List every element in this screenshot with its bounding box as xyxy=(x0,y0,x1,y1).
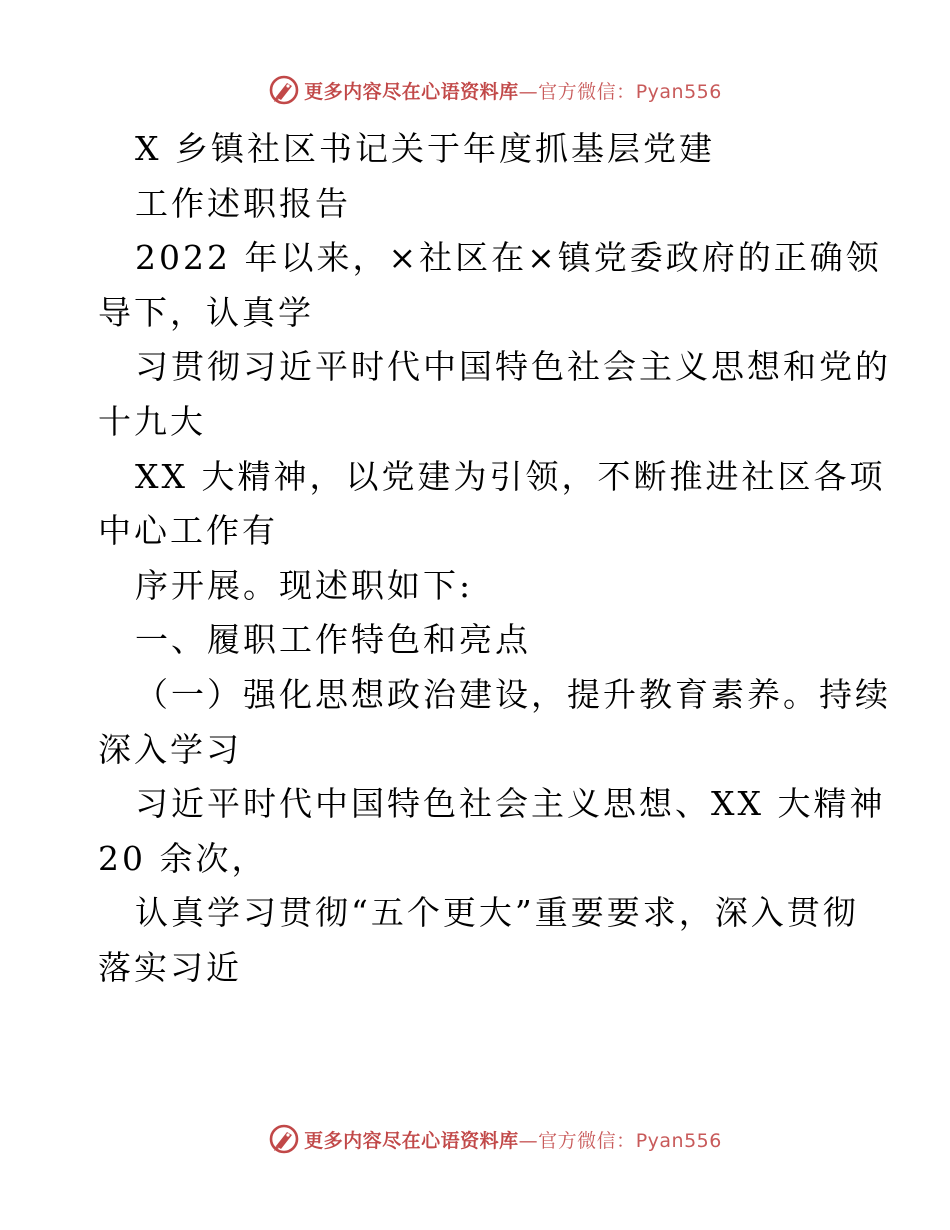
watermark-group xyxy=(268,74,722,106)
paragraph-line: 习近平时代中国特色社会主义思想、XX 大精神 xyxy=(135,784,886,824)
paragraph-line: X 乡镇社区书记关于年度抓基层党建 xyxy=(135,129,715,168)
watermark-id: Pyan556 xyxy=(635,1129,722,1152)
watermark-group xyxy=(268,1123,722,1155)
watermark-text xyxy=(304,77,722,104)
watermark-text xyxy=(304,1126,722,1153)
paragraph-line: 2022 年以来，×社区在×镇党委政府的正确领 xyxy=(135,238,882,278)
document-body xyxy=(98,122,891,996)
footer-watermark xyxy=(0,1122,950,1156)
paragraph-line: 深入学习 xyxy=(98,729,242,769)
watermark-main: 更多内容尽在心语资料库 xyxy=(304,1129,519,1152)
header-watermark xyxy=(0,73,950,107)
paragraph-line: 导下，认真学 xyxy=(98,292,314,332)
paragraph-line: （一）强化思想政治建设，提升教育素养。持续 xyxy=(135,674,891,714)
watermark-suffix: 官方微信： xyxy=(538,1129,636,1152)
paragraph-line: 落实习近 xyxy=(98,947,242,987)
paragraph-line: 20 余次， xyxy=(98,838,268,878)
paragraph-line: 工作述职报告 xyxy=(135,183,351,223)
paragraph-line: XX 大精神，以党建为引领，不断推进社区各项 xyxy=(135,456,886,496)
paragraph-line: 中心工作有 xyxy=(98,511,278,551)
watermark-suffix: 官方微信： xyxy=(538,80,636,103)
watermark-dash: — xyxy=(518,80,539,103)
watermark-id: Pyan556 xyxy=(635,80,722,103)
paragraph-line: 十九大 xyxy=(98,401,206,441)
watermark-main: 更多内容尽在心语资料库 xyxy=(304,80,519,103)
paragraph-line: 习贯彻习近平时代中国特色社会主义思想和党的 xyxy=(135,347,891,387)
paragraph-line: 一、履职工作特色和亮点 xyxy=(135,620,531,660)
pen-nib-logo-icon xyxy=(268,1123,300,1155)
pen-nib-logo-icon xyxy=(268,74,300,106)
paragraph-line: 认真学习贯彻“五个更大”重要要求，深入贯彻 xyxy=(135,893,859,933)
watermark-dash: — xyxy=(518,1129,539,1152)
paragraph-line: 序开展。现述职如下: xyxy=(135,565,474,605)
